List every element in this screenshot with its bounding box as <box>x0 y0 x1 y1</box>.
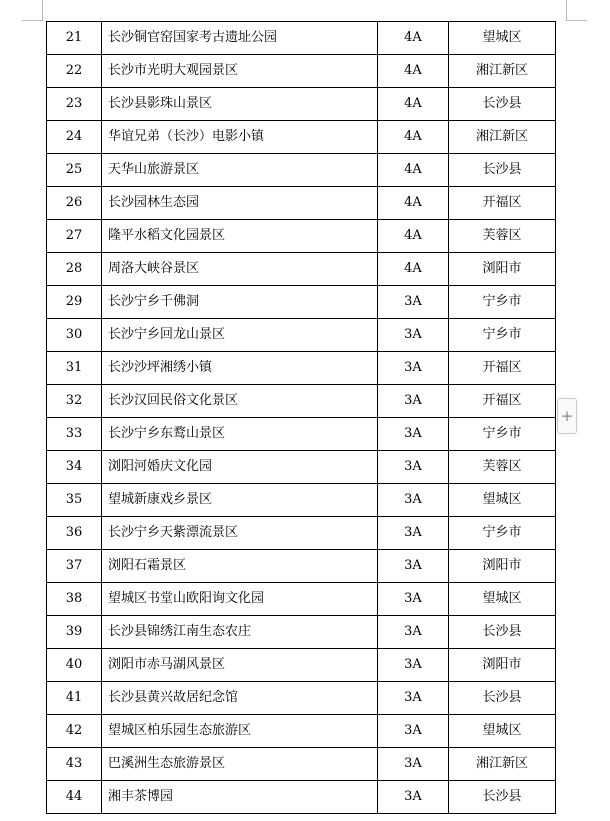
rating-level-cell: 3A <box>378 583 449 616</box>
row-number-cell: 35 <box>47 484 102 517</box>
table-row <box>47 418 556 451</box>
row-number-cell: 21 <box>47 22 102 55</box>
row-number-cell: 33 <box>47 418 102 451</box>
district-cell: 望城区 <box>449 22 556 55</box>
page-corner-mark-right <box>566 0 587 21</box>
row-number-cell: 25 <box>47 154 102 187</box>
site-name-cell: 长沙汉回民俗文化景区 <box>102 385 378 418</box>
district-cell: 长沙县 <box>449 616 556 649</box>
table-body <box>47 22 556 814</box>
site-name-cell: 望城新康戏乡景区 <box>102 484 378 517</box>
row-number-cell: 41 <box>47 682 102 715</box>
row-number-cell: 42 <box>47 715 102 748</box>
site-name-cell: 华谊兄弟（长沙）电影小镇 <box>102 121 378 154</box>
row-number-cell: 38 <box>47 583 102 616</box>
district-cell: 长沙县 <box>449 88 556 121</box>
district-cell: 长沙县 <box>449 682 556 715</box>
district-cell: 长沙县 <box>449 154 556 187</box>
table-row <box>47 616 556 649</box>
district-cell: 芙蓉区 <box>449 451 556 484</box>
table-row <box>47 121 556 154</box>
table-row <box>47 715 556 748</box>
district-cell: 宁乡市 <box>449 286 556 319</box>
site-name-cell: 望城区书堂山欧阳询文化园 <box>102 583 378 616</box>
site-name-cell: 长沙铜官窑国家考古遗址公园 <box>102 22 378 55</box>
site-name-cell: 长沙宁乡千佛洞 <box>102 286 378 319</box>
row-number-cell: 24 <box>47 121 102 154</box>
rating-level-cell: 4A <box>378 121 449 154</box>
district-cell: 望城区 <box>449 484 556 517</box>
site-name-cell: 天华山旅游景区 <box>102 154 378 187</box>
table-row <box>47 781 556 814</box>
row-number-cell: 27 <box>47 220 102 253</box>
site-name-cell: 浏阳河婚庆文化园 <box>102 451 378 484</box>
rating-level-cell: 3A <box>378 616 449 649</box>
site-name-cell: 隆平水稻文化园景区 <box>102 220 378 253</box>
rating-level-cell: 3A <box>378 682 449 715</box>
row-number-cell: 30 <box>47 319 102 352</box>
table-row <box>47 22 556 55</box>
row-number-cell: 43 <box>47 748 102 781</box>
row-number-cell: 34 <box>47 451 102 484</box>
rating-level-cell: 4A <box>378 253 449 286</box>
rating-level-cell: 3A <box>378 352 449 385</box>
table-row <box>47 583 556 616</box>
rating-level-cell: 3A <box>378 748 449 781</box>
site-name-cell: 望城区柏乐园生态旅游区 <box>102 715 378 748</box>
site-name-cell: 长沙园林生态园 <box>102 187 378 220</box>
district-cell: 长沙县 <box>449 781 556 814</box>
district-cell: 开福区 <box>449 352 556 385</box>
row-number-cell: 36 <box>47 517 102 550</box>
rating-level-cell: 3A <box>378 385 449 418</box>
table-row <box>47 682 556 715</box>
district-cell: 芙蓉区 <box>449 220 556 253</box>
district-cell: 浏阳市 <box>449 649 556 682</box>
table-row <box>47 154 556 187</box>
table-row <box>47 649 556 682</box>
district-cell: 宁乡市 <box>449 319 556 352</box>
rating-level-cell: 3A <box>378 484 449 517</box>
row-number-cell: 40 <box>47 649 102 682</box>
district-cell: 开福区 <box>449 385 556 418</box>
site-name-cell: 湘丰茶博园 <box>102 781 378 814</box>
site-name-cell: 长沙市光明大观园景区 <box>102 55 378 88</box>
rating-level-cell: 3A <box>378 517 449 550</box>
table-row <box>47 748 556 781</box>
table-row <box>47 55 556 88</box>
site-name-cell: 长沙县影珠山景区 <box>102 88 378 121</box>
row-number-cell: 39 <box>47 616 102 649</box>
district-cell: 宁乡市 <box>449 418 556 451</box>
district-cell: 望城区 <box>449 583 556 616</box>
district-cell: 望城区 <box>449 715 556 748</box>
district-cell: 浏阳市 <box>449 550 556 583</box>
site-name-cell: 长沙沙坪湘绣小镇 <box>102 352 378 385</box>
row-number-cell: 22 <box>47 55 102 88</box>
table-row <box>47 88 556 121</box>
district-cell: 湘江新区 <box>449 748 556 781</box>
rating-level-cell: 3A <box>378 451 449 484</box>
rating-level-cell: 4A <box>378 187 449 220</box>
table-row <box>47 187 556 220</box>
row-number-cell: 32 <box>47 385 102 418</box>
table-row <box>47 286 556 319</box>
rating-level-cell: 3A <box>378 781 449 814</box>
row-number-cell: 44 <box>47 781 102 814</box>
row-number-cell: 26 <box>47 187 102 220</box>
rating-level-cell: 3A <box>378 286 449 319</box>
rating-level-cell: 4A <box>378 22 449 55</box>
site-name-cell: 浏阳石霜景区 <box>102 550 378 583</box>
site-name-cell: 长沙县黄兴故居纪念馆 <box>102 682 378 715</box>
row-number-cell: 29 <box>47 286 102 319</box>
table-row <box>47 220 556 253</box>
table-row <box>47 319 556 352</box>
row-number-cell: 28 <box>47 253 102 286</box>
table-row <box>47 253 556 286</box>
site-name-cell: 长沙宁乡天紫漂流景区 <box>102 517 378 550</box>
table-row <box>47 517 556 550</box>
rating-level-cell: 3A <box>378 649 449 682</box>
site-name-cell: 长沙宁乡东鹜山景区 <box>102 418 378 451</box>
rating-level-cell: 3A <box>378 715 449 748</box>
rating-level-cell: 4A <box>378 55 449 88</box>
site-name-cell: 长沙宁乡回龙山景区 <box>102 319 378 352</box>
district-cell: 浏阳市 <box>449 253 556 286</box>
site-name-cell: 长沙县锦绣江南生态农庄 <box>102 616 378 649</box>
table-row <box>47 451 556 484</box>
table-row <box>47 550 556 583</box>
site-name-cell: 浏阳市赤马湖风景区 <box>102 649 378 682</box>
page-corner-mark-left <box>22 0 43 21</box>
scenic-area-table <box>46 21 556 814</box>
rating-level-cell: 4A <box>378 220 449 253</box>
table-row <box>47 385 556 418</box>
rating-level-cell: 3A <box>378 319 449 352</box>
district-cell: 湘江新区 <box>449 55 556 88</box>
table-row <box>47 352 556 385</box>
rating-level-cell: 3A <box>378 418 449 451</box>
row-number-cell: 37 <box>47 550 102 583</box>
district-cell: 湘江新区 <box>449 121 556 154</box>
district-cell: 开福区 <box>449 187 556 220</box>
table-row <box>47 484 556 517</box>
add-row-button[interactable] <box>557 398 577 434</box>
site-name-cell: 周洛大峡谷景区 <box>102 253 378 286</box>
plus-icon: + <box>560 406 574 425</box>
district-cell: 宁乡市 <box>449 517 556 550</box>
rating-level-cell: 4A <box>378 154 449 187</box>
row-number-cell: 23 <box>47 88 102 121</box>
site-name-cell: 巴溪洲生态旅游景区 <box>102 748 378 781</box>
rating-level-cell: 3A <box>378 550 449 583</box>
rating-level-cell: 4A <box>378 88 449 121</box>
row-number-cell: 31 <box>47 352 102 385</box>
